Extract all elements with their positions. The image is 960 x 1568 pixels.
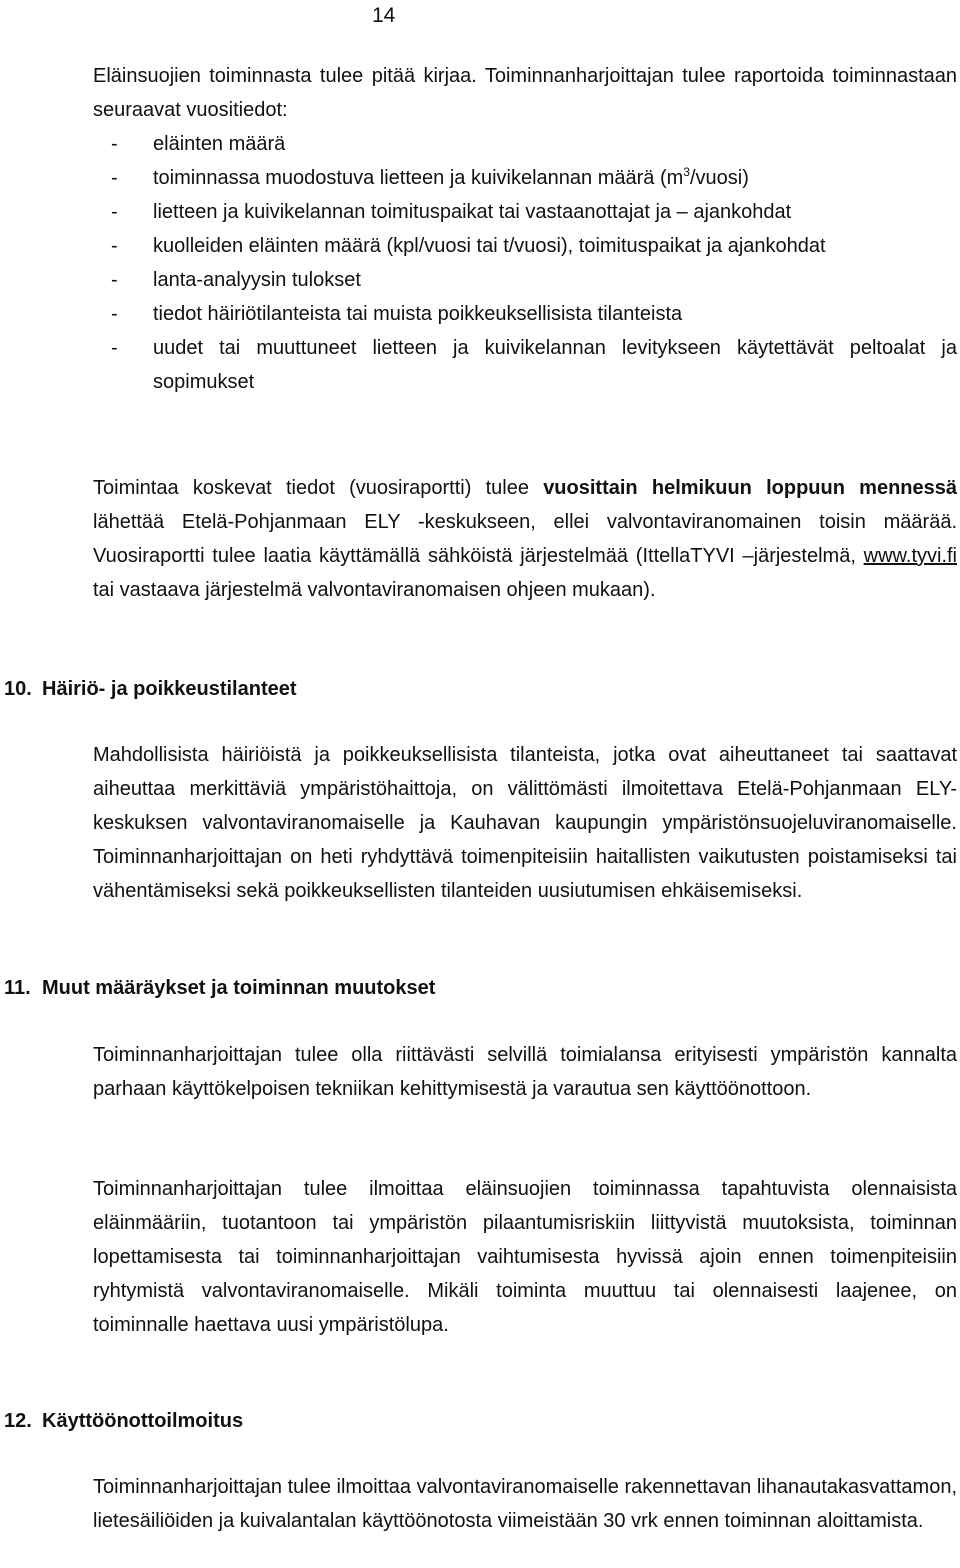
- list-item-text: uudet tai muuttuneet lietteen ja kuivikelannan levitykseen käytettävät peltoalat ja sopimukset: [153, 337, 957, 393]
- section-number: 11.: [4, 977, 31, 999]
- list-item-text: tiedot häiriötilanteista tai muista poikkeuksellisista tilanteista: [153, 303, 683, 325]
- list-item-text: toiminnassa muodostuva lietteen ja kuivikelannan määrä $(m^3/vuosi)$: [153, 165, 749, 189]
- intro-section: [93, 59, 957, 399]
- section-body-10: [93, 738, 957, 908]
- section-heading-12: [4, 1404, 243, 1438]
- section-paragraph: Toiminnanharjoittajan tulee ilmoittaa eläinsuojien toiminnassa tapahtuvista olennaisista eläinmääriin, tuotantoon tai ympäristön pilaantumisriskiin liittyvistä muutoksista, toiminnan lopettamisesta tai toiminnanharjoittajan vaihtumisesta hyvissä ajoin ennen toimenpiteisiin ryhtymistä valvontaviranomaiselle. Mikäli toiminta muuttuu tai olennaisesti laajenee, on toiminnalle haettava uusi ympäristölupa.: [93, 1178, 957, 1336]
- tyvi-link[interactable]: www.tyvi.fi: [863, 545, 957, 567]
- list-item: - tiedot häiriötilanteista tai muista poikkeuksellisista tilanteista: [111, 303, 683, 325]
- section-title: Häiriö- ja poikkeustilanteet: [42, 678, 297, 700]
- section-body-11b: [93, 1172, 957, 1342]
- list-item: - lietteen ja kuivikelannan toimituspaikat tai vastaanottajat ja – ajankohdat: [111, 201, 792, 223]
- section-title: Käyttöönottoilmoitus: [42, 1410, 244, 1432]
- list-item: - eläinten määrä: [111, 133, 286, 155]
- list-item: - kuolleiden eläinten määrä (kpl/vuosi tai t/vuosi), toimituspaikat ja ajankohdat: [111, 235, 826, 257]
- section-heading-10: [4, 672, 297, 706]
- list-item: - lanta-analyysin tulokset: [111, 269, 361, 291]
- section-paragraph: Mahdollisista häiriöistä ja poikkeuksellisista tilanteista, jotka ovat aiheuttaneet tai saattavat aiheuttaa merkittäviä ympäristöhaittoja, on välittömästi ilmoitettava Etelä-Pohjanmaan ELY- keskuksen valvontaviranomaiselle ja Kauhavan kaupungin ympäristönsuojeluviranomaiselle. Toiminnanharjoittajan on heti ryhdyttävä toimenpiteisiin haitallisten vaikutusten poistamiseksi tai vähentämiseksi sekä poikkeuksellisten tilanteiden uusiutumisen ehkäisemiseksi.: [93, 744, 957, 902]
- section-number: 12.: [4, 1410, 32, 1432]
- intro-paragraph: Eläinsuojien toiminnasta tulee pitää kirjaa. Toiminnanharjoittajan tulee raportoida toiminnastaan seuraavat vuositiedot:: [93, 65, 957, 121]
- vuositiedot-list: [93, 127, 957, 399]
- section-paragraph: Toiminnanharjoittajan tulee ilmoittaa valvontaviranomaiselle rakennettavan lihanautakasvattamon, lietesäiliöiden ja kuivalantalan käyttöönotosta viimeistään 30 vrk ennen toiminnan aloittamista.: [93, 1476, 957, 1532]
- section-heading-11: [4, 971, 435, 1005]
- list-item-text: lietteen ja kuivikelannan toimituspaikat tai vastaanottajat ja – ajankohdat: [153, 201, 792, 223]
- section-body-11: [93, 1038, 957, 1106]
- section-number: 10.: [4, 678, 32, 700]
- section-body-12: [93, 1470, 957, 1538]
- list-item: - toiminnassa muodostuva lietteen ja kuivikelannan määrä $(m^3/vuosi)$: [111, 165, 749, 189]
- list-item: - uudet tai muuttuneet lietteen ja kuivikelannan levitykseen käytettävät peltoalat ja sopimukset: [111, 337, 957, 393]
- list-item-text: lanta-analyysin tulokset: [153, 269, 361, 291]
- section-title: Muut määräykset ja toiminnan muutokset: [42, 977, 436, 999]
- list-item-text: kuolleiden eläinten määrä (kpl/vuosi tai t/vuosi), toimituspaikat ja ajankohdat: [153, 235, 826, 257]
- page-number: 14: [372, 4, 396, 27]
- deadline-text: vuosittain helmikuun loppuun mennessä: [543, 477, 958, 499]
- report-paragraph: Toimintaa koskevat tiedot (vuosiraportti) tulee vuosittain helmikuun loppuun mennessä lähettää Etelä-Pohjanmaan ELY -keskukseen, ellei valvontaviranomainen toisin määrää. Vuosiraportti tulee laatia käyttämällä sähköistä järjestelmää (IttellaTYVI –järjestelmä, www.tyvi.fi tai vastaava järjestelmä valvontaviranomaisen ohjeen mukaan).: [93, 477, 958, 601]
- report-section: [93, 471, 957, 607]
- section-paragraph: Toiminnanharjoittajan tulee olla riittävästi selvillä toimialansa erityisesti ympäristön kannalta parhaan käyttökelpoisen tekniikan kehittymisestä ja varautua sen käyttöönottoon.: [93, 1044, 957, 1100]
- list-item-text: eläinten määrä: [153, 133, 286, 155]
